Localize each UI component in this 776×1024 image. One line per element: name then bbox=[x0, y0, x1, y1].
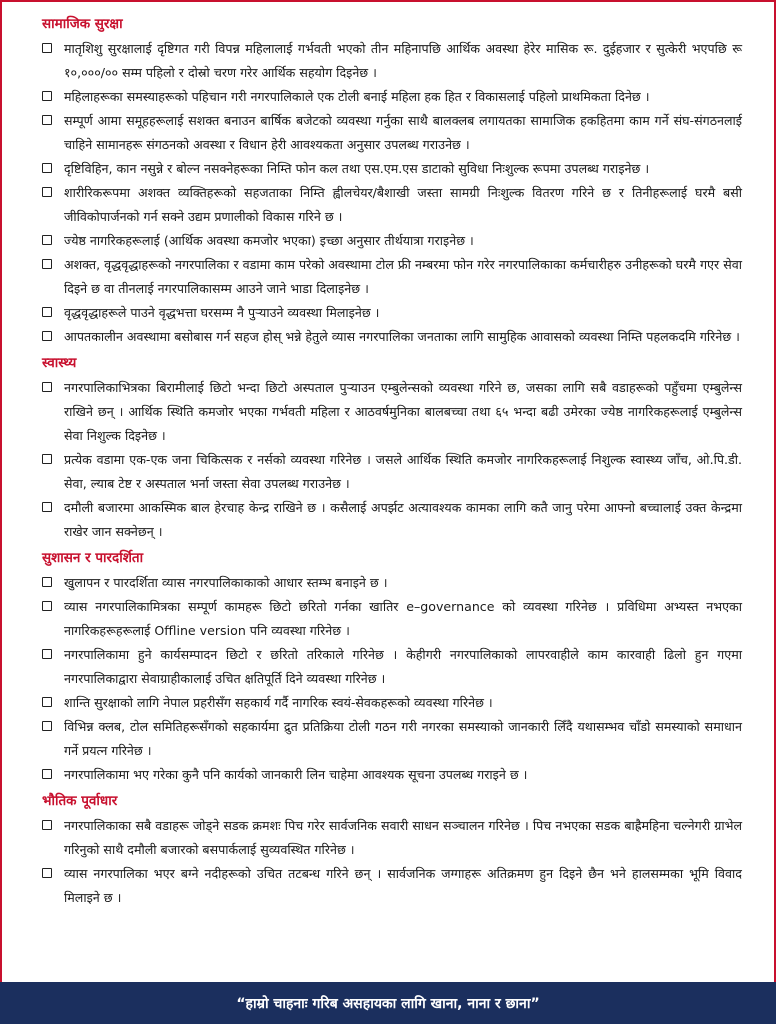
checkbox-bullet-icon bbox=[42, 91, 52, 101]
checkbox-bullet-icon bbox=[42, 382, 52, 392]
list-item bbox=[42, 376, 742, 448]
list-item bbox=[42, 109, 742, 157]
checkbox-bullet-icon bbox=[42, 868, 52, 878]
checkbox-bullet-icon bbox=[42, 502, 52, 512]
list-item-text: वृद्धवृद्धाहरूले पाउने वृद्धभत्ता घरसम्म नै पुऱ्याउने व्यवस्था मिलाइनेछ । bbox=[64, 305, 380, 320]
section-title-governance: सुशासन र पारदर्शिता bbox=[42, 550, 144, 566]
list-item-text: ज्येष्ठ नागरिकहरूलाई (आर्थिक अवस्था कमजोर भएका) इच्छा अनुसार तीर्थयात्रा गराइनेछ । bbox=[64, 233, 474, 248]
list-item-text: आपतकालीन अवस्थामा बसोबास गर्न सहज होस् भन्ने हेतुले व्यास नगरपालिका जनताका लागि सामुहिक आवासको व्यवस्था निम्ति पहलकदमि गरिनेछ । bbox=[64, 329, 740, 344]
checkbox-bullet-icon bbox=[42, 454, 52, 464]
list-item-text: सम्पूर्ण आमा समूहहरूलाई सशक्त बनाउन बार्षिक बजेटको व्यवस्था गर्नुका साथै बालक्लब लगायतका सामाजिक हकहितमा काम गर्ने संघ-संगठनलाई चाहिने सामानहरू संगठनको अवस्था र विधान हेरी आवश्यकता अनुसार उपलब्ध गराउनेछ । bbox=[64, 113, 742, 152]
checkbox-bullet-icon bbox=[42, 697, 52, 707]
list-item-text: शान्ति सुरक्षाको लागि नेपाल प्रहरीसँग सहकार्य गर्दै नागरिक स्वयं-सेवकहरूको व्यवस्था गरिनेछ । bbox=[64, 695, 493, 710]
checkbox-bullet-icon bbox=[42, 259, 52, 269]
list-item bbox=[42, 496, 742, 544]
checkbox-bullet-icon bbox=[42, 307, 52, 317]
list-item bbox=[42, 571, 742, 595]
section-title-infrastructure: भौतिक पूर्वाधार bbox=[42, 793, 118, 809]
checkbox-bullet-icon bbox=[42, 721, 52, 731]
list-item bbox=[42, 253, 742, 301]
list-item bbox=[42, 862, 742, 910]
list-item-text: विभिन्न क्लब, टोल समितिहरूसँगको सहकार्यमा द्रुत प्रतिक्रिया टोली गठन गरी नगरका समस्याको जानकारी लिँदै यथासम्भव चाँडो समस्याको समाधान गर्ने प्रयत्न गरिनेछ । bbox=[64, 719, 742, 758]
list-item-text: मातृशिशु सुरक्षालाई दृष्टिगत गरी विपन्न महिलालाई गर्भवती भएको तीन महिनापछि आर्थिक अवस्था हेरेर मासिक रू. दुईहजार र सुत्केरी भएपछि रू १०,०००/०० सम्म पहिलो र दोस्रो चरण गरेर आर्थिक सहयोग दिइनेछ । bbox=[64, 41, 742, 80]
list-item bbox=[42, 85, 742, 109]
list-item-text: शारीरिकरूपमा अशक्त व्यक्तिहरूको सहजताका निम्ति ह्वीलचेयर/बैशाखी जस्ता सामग्री निःशुल्क वितरण गरिने छ र तिनीहरूलाई घरमै बसी जीविकोपार्जनको गर्न सक्ने उद्यम प्रणालीको विकास गरिने छ । bbox=[64, 185, 742, 224]
list-item-text: अशक्त, वृद्धवृद्धाहरूको नगरपालिका र वडामा काम परेको अवस्थामा टोल फ्री नम्बरमा फोन गरेर नगरपालिकाका कर्मचारीहरु उनीहरूको घरमै गएर सेवा दिइने छ वा तीनलाई नगरपालिकासम्म आउने जाने भाडा दिलाइनेछ । bbox=[64, 257, 742, 296]
checkbox-bullet-icon bbox=[42, 163, 52, 173]
list-item bbox=[42, 763, 742, 787]
checkbox-bullet-icon bbox=[42, 769, 52, 779]
list-item bbox=[42, 691, 742, 715]
section-title-social-security: सामाजिक सुरक्षा bbox=[42, 16, 123, 32]
list-item-text: व्यास नगरपालिका भएर बग्ने नदीहरूको उचित तटबन्ध गरिने छन् । सार्वजनिक जग्गाहरू अतिक्रमण हुन दिइने छैन भने हालसम्मका भूमि विवाद मिलाइने छ । bbox=[64, 866, 742, 905]
list-item-text: नगरपालिकाका सबै वडाहरू जोड्ने सडक क्रमशः पिच गरेर सार्वजनिक सवारी साधन सञ्चालन गरिनेछ । पिच नभएका सडक बाह्रैमहिना चल्नेगरी ग्राभेल गरिनुको साथै दमौली बजारको बसपार्कलाई सुव्यवस्थित गरिनेछ । bbox=[64, 818, 742, 857]
list-item bbox=[42, 37, 742, 85]
list-item bbox=[42, 301, 742, 325]
section-title-health: स्वास्थ्य bbox=[42, 355, 77, 371]
checkbox-bullet-icon bbox=[42, 577, 52, 587]
checkbox-bullet-icon bbox=[42, 235, 52, 245]
checkbox-bullet-icon bbox=[42, 187, 52, 197]
list-item bbox=[42, 229, 742, 253]
checkbox-bullet-icon bbox=[42, 43, 52, 53]
list-item bbox=[42, 814, 742, 862]
list-item-text: व्यास नगरपालिकामित्रका सम्पूर्ण कामहरू छिटो छरितो गर्नका खातिर e–governance को व्यवस्था गरिनेछ । प्रविधिमा अभ्यस्त नभएका नागरिकहरूहरूलाई Offline version पनि व्यवस्था गरिनेछ । bbox=[64, 599, 742, 638]
list-item bbox=[42, 448, 742, 496]
checkbox-bullet-icon bbox=[42, 601, 52, 611]
document-content bbox=[42, 10, 742, 910]
list-item-text: दमौली बजारमा आकस्मिक बाल हेरचाह केन्द्र राखिने छ । कसैलाई अपर्झट अत्यावश्यक कामका लागि कतै जानु परेमा आफ्नो बच्चालाई उक्त केन्द्रमा राखेर जान सक्नेछन् । bbox=[64, 500, 742, 539]
list-item-text: नगरपालिकामा भए गरेका कुनै पनि कार्यको जानकारी लिन चाहेमा आवश्यक सूचना उपलब्ध गराइने छ । bbox=[64, 767, 528, 782]
footer-slogan-bar bbox=[0, 982, 776, 1024]
checkbox-bullet-icon bbox=[42, 820, 52, 830]
list-item-text: नगरपालिकामा हुने कार्यसम्पादन छिटो र छरितो तरिकाले गरिनेछ । केहीगरी नगरपालिकाको लापरवाहीले काम कारवाही ढिलो हुन गएमा नगरपालिकाद्वारा सेवाग्राहीकालाई उचित क्षतिपूर्ति दिने व्यवस्था गरिनेछ । bbox=[64, 647, 742, 686]
list-item-text: प्रत्येक वडामा एक-एक जना चिकित्सक र नर्सको व्यवस्था गरिनेछ । जसले आर्थिक स्थिति कमजोर नागरिकहरूलाई निशुल्क स्वास्थ्य जाँच, ओ.पि.डी. सेवा, ल्याब टेष्ट र अस्पताल भर्ना जस्ता सेवा उपलब्ध गराउनेछ । bbox=[64, 452, 742, 491]
list-item-text: खुलापन र पारदर्शिता व्यास नगरपालिकाकाको आधार स्तम्भ बनाइने छ । bbox=[64, 575, 388, 590]
checkbox-bullet-icon bbox=[42, 331, 52, 341]
checkbox-bullet-icon bbox=[42, 115, 52, 125]
list-item bbox=[42, 715, 742, 763]
footer-slogan: “हाम्रो चाहनाः गरिब असहायका लागि खाना, नाना र छाना” bbox=[236, 995, 540, 1012]
list-item bbox=[42, 157, 742, 181]
list-item-text: दृष्टिविहिन, कान नसुन्ने र बोल्न नसक्नेहरूका निम्ति फोन कल तथा एस.एम.एस डाटाको सुविधा निःशुल्क रूपमा उपलब्ध गराइनेछ । bbox=[64, 161, 650, 176]
list-item bbox=[42, 595, 742, 643]
list-item bbox=[42, 325, 742, 349]
checkbox-bullet-icon bbox=[42, 649, 52, 659]
list-item-text: नगरपालिकाभित्रका बिरामीलाई छिटो भन्दा छिटो अस्पताल पुऱ्याउन एम्बुलेन्सको व्यवस्था गरिने छ, जसका लागि सबै वडाहरूको पहुँचमा एम्बुलेन्स राखिने छन् । आर्थिक स्थिति कमजोर भएका गर्भवती महिला र आठवर्षमुनिका बालबच्चा तथा ६५ भन्दा बढी उमेरका ज्येष्ठ नागरिकहरूलाई एम्बुलेन्स सेवा निशुल्क दिइनेछ । bbox=[64, 380, 742, 443]
list-item bbox=[42, 643, 742, 691]
list-item-text: महिलाहरूका समस्याहरूको पहिचान गरी नगरपालिकाले एक टोली बनाई महिला हक हित र विकासलाई पहिलो प्राथमिकता दिनेछ । bbox=[64, 89, 650, 104]
list-item bbox=[42, 181, 742, 229]
